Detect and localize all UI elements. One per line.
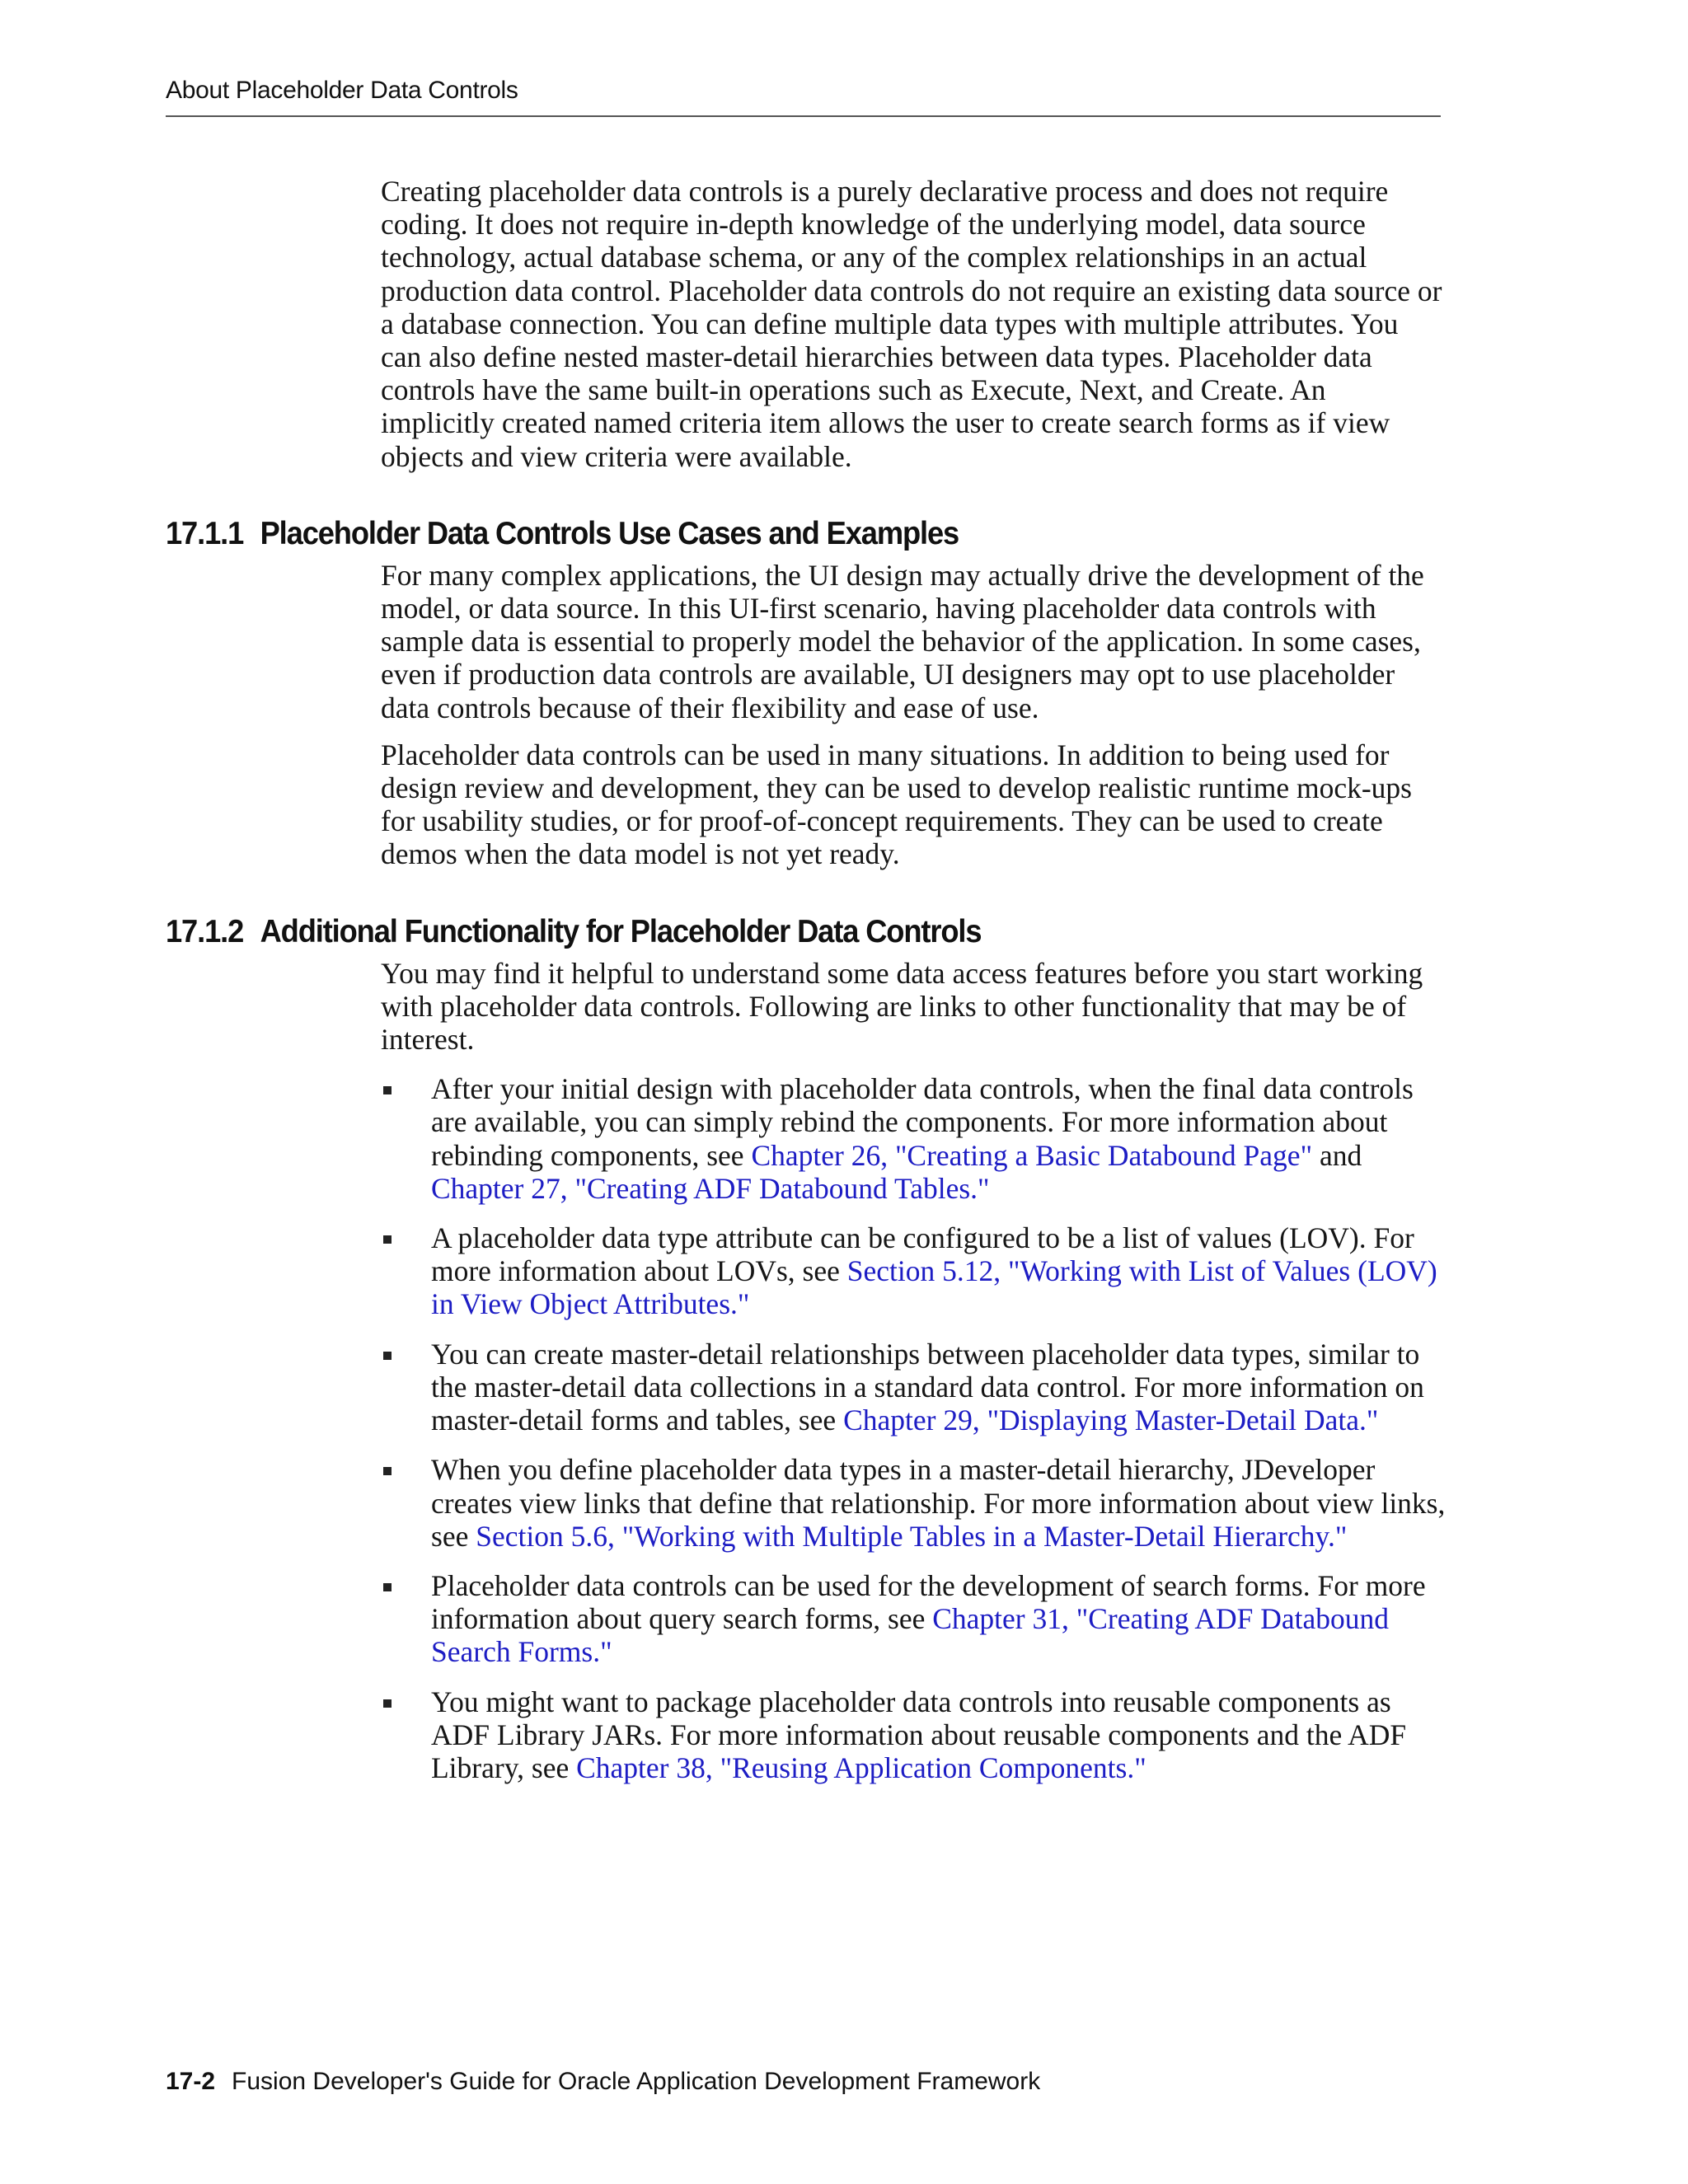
section-number: 17.1.1 bbox=[166, 515, 244, 551]
book-title: Fusion Developer's Guide for Oracle Application Development Framework bbox=[232, 2068, 1041, 2095]
list-item bbox=[381, 1685, 1452, 1785]
square-bullet-icon bbox=[383, 1235, 392, 1244]
cross-reference-link[interactable]: Section 5.6, "Working with Multiple Tables in a Master-Detail Hierarchy." bbox=[476, 1519, 1348, 1553]
section-1-paragraph: For many complex applications, the UI design may actually drive the development of the model, or data source. In this UI-first scenario, having placeholder data controls with sample data is essential to properly model the behavior of the application. In some cases, even if production data controls are available, UI designers may opt to use placeholder data controls because of their flexibility and ease of use. bbox=[381, 558, 1424, 724]
square-bullet-icon bbox=[383, 1583, 392, 1591]
list-item bbox=[381, 1072, 1452, 1205]
list-item-text: and bbox=[1312, 1138, 1362, 1172]
section-2-intro: You may find it helpful to understand some data access features before you start working with placeholder data controls. Following are links to other functionality that may be of interest. bbox=[381, 956, 1423, 1057]
page-content bbox=[166, 175, 1446, 1801]
section-title: Placeholder Data Controls Use Cases and Examples bbox=[260, 515, 959, 551]
cross-reference-link[interactable]: Chapter 26, "Creating a Basic Databound Page" bbox=[751, 1138, 1313, 1172]
section-number: 17.1.2 bbox=[166, 913, 244, 949]
list-item bbox=[381, 1453, 1452, 1553]
functionality-list bbox=[381, 1072, 1452, 1784]
list-item-text: When you define placeholder data types in a master-detail hierarchy, JDeveloper creates view links that define that relationship. For more information about view links, see bbox=[431, 1453, 1446, 1553]
running-header: About Placeholder Data Controls bbox=[166, 74, 1441, 117]
list-item bbox=[381, 1569, 1452, 1669]
section-heading-17-1-1 bbox=[166, 514, 1352, 554]
list-item-text: A placeholder data type attribute can be configured to be a list of values (LOV). For more information about LOVs, see bbox=[431, 1221, 1414, 1288]
list-item-text: After your initial design with placeholder data controls, when the final data controls are available, you can simply rebind the components. For more information about rebinding components, see bbox=[431, 1072, 1414, 1172]
section-heading-17-1-2 bbox=[166, 912, 1352, 952]
cross-reference-link[interactable]: Chapter 31, "Creating ADF Databound Search Forms." bbox=[431, 1602, 1390, 1669]
section-title: Additional Functionality for Placeholder Data Controls bbox=[260, 913, 982, 949]
list-item bbox=[381, 1338, 1452, 1437]
cross-reference-link[interactable]: Chapter 29, "Displaying Master-Detail Data." bbox=[843, 1404, 1379, 1437]
running-footer bbox=[166, 2065, 1040, 2098]
list-item-text: You might want to package placeholder data controls into reusable components as ADF Library JARs. For more information about reusable components and the ADF Library, see bbox=[431, 1685, 1407, 1784]
cross-reference-link[interactable]: Section 5.12, "Working with List of Values (LOV) in View Object Attributes." bbox=[431, 1254, 1437, 1321]
list-item bbox=[381, 1221, 1452, 1321]
square-bullet-icon bbox=[383, 1086, 392, 1094]
square-bullet-icon bbox=[383, 1699, 392, 1708]
list-item-text: Placeholder data controls can be used for the development of search forms. For more information about query search forms, see bbox=[431, 1568, 1426, 1636]
square-bullet-icon bbox=[383, 1467, 392, 1475]
page-number: 17-2 bbox=[166, 2068, 216, 2095]
list-item-text: You can create master-detail relationships between placeholder data types, similar to the master-detail data collections in a standard data control. For more information on master-detail forms and tables, see bbox=[431, 1337, 1424, 1437]
section-1-paragraph: Placeholder data controls can be used in many situations. In addition to being used for design review and development, they can be used to develop realistic runtime mock-ups for usability studies, or for proof-of-concept requirements. They can be used to create demos when the data model is not yet ready. bbox=[381, 738, 1412, 871]
cross-reference-link[interactable]: Chapter 38, "Reusing Application Components." bbox=[576, 1750, 1146, 1784]
square-bullet-icon bbox=[383, 1352, 392, 1360]
intro-paragraph: Creating placeholder data controls is a purely declarative process and does not require coding. It does not require in-depth knowledge of the underlying model, data source technology, actual database schema, or any of the complex relationships in an actual production data control. Placeholder data controls do not require an existing data source or a database connection. You can define multiple data types with multiple attributes. You can also define nested master-detail hierarchies between data types. Placeholder data controls have the same built-in operations such as Execute, Next, and Create. An implicitly created named criteria item allows the user to create search forms as if view objects and view criteria were available. bbox=[381, 175, 1442, 473]
cross-reference-link[interactable]: Chapter 27, "Creating ADF Databound Tables." bbox=[431, 1171, 990, 1205]
